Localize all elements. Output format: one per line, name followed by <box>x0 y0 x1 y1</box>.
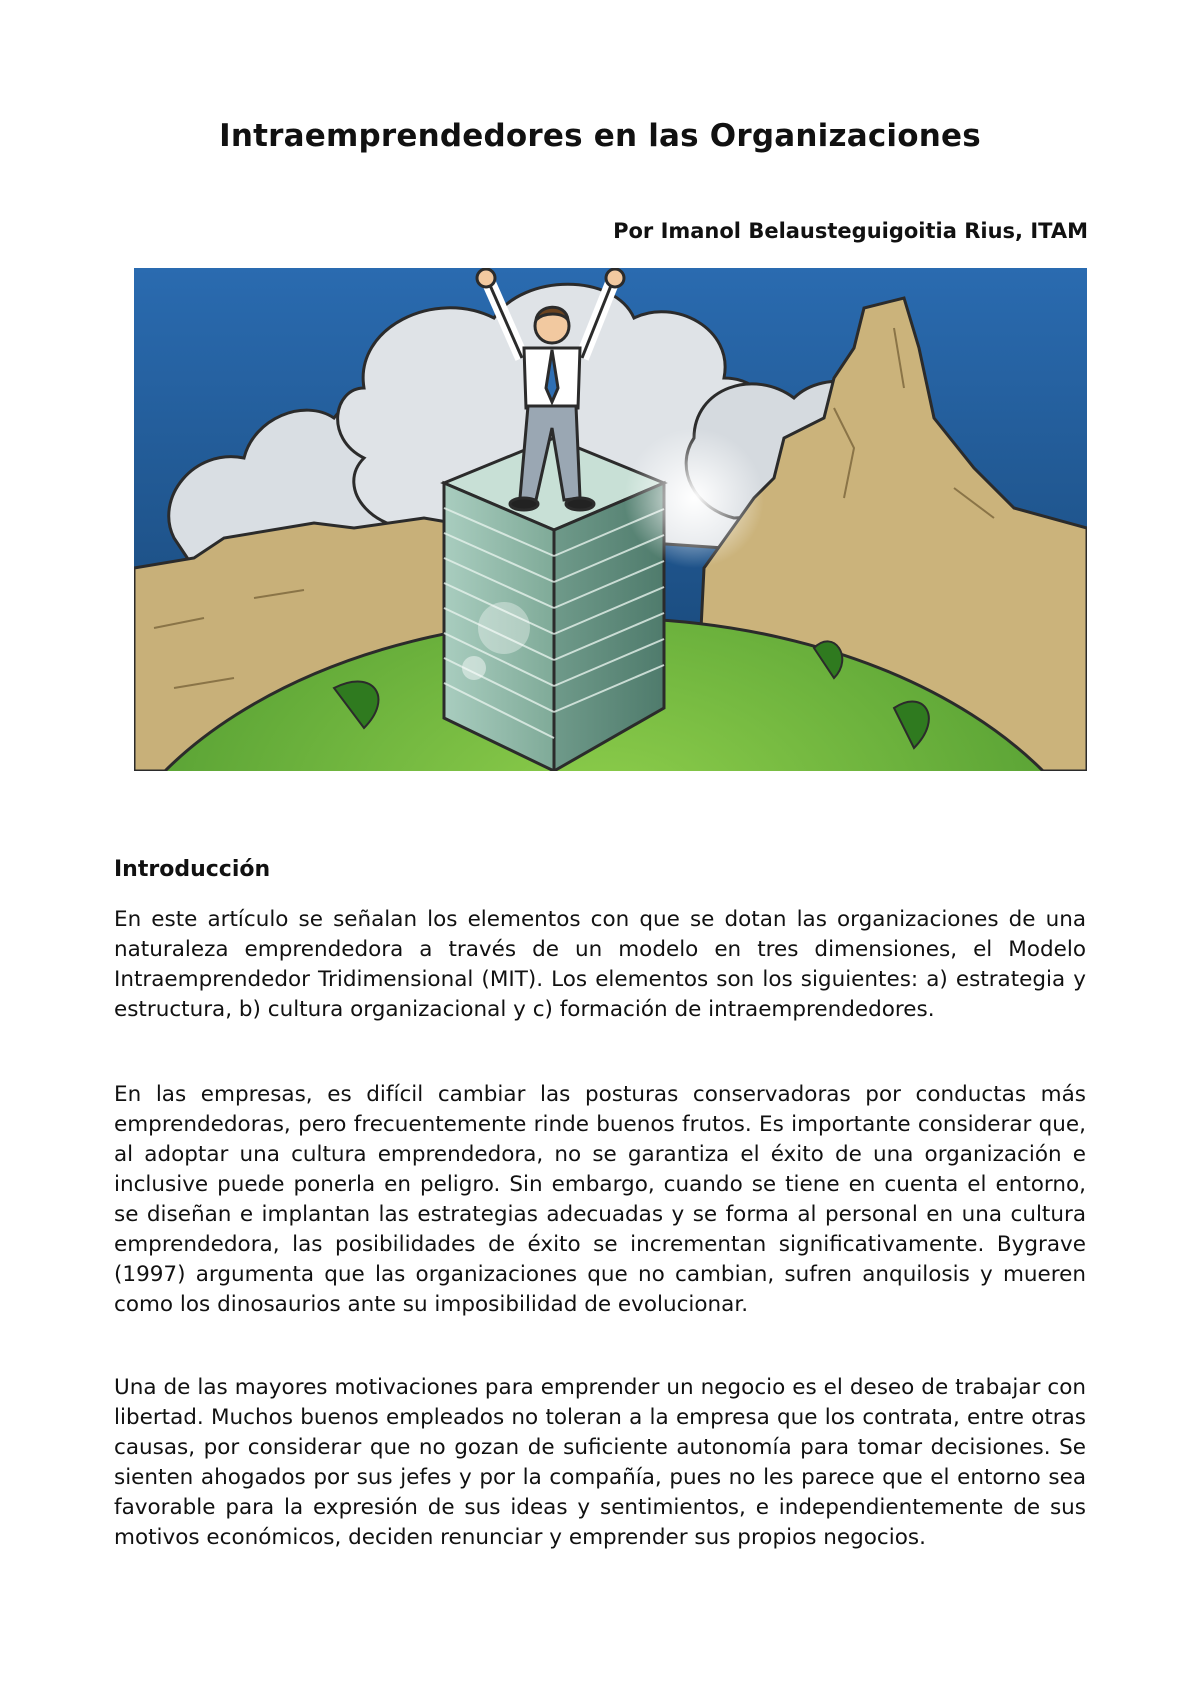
section-heading-introduccion: Introducción <box>114 857 271 882</box>
author-byline: Por Imanol Belausteguigoitia Rius, ITAM <box>613 219 1088 243</box>
man-on-building-illustration <box>134 268 1087 771</box>
paragraph: Una de las mayores motivaciones para emprender un negocio es el deseo de trabajar con libertad. Muchos buenos empleados no toleran a la empresa que los contrata, entre otras causas, por considerar que no gozan de suficiente autonomía para tomar decisiones. Se sienten ahogados por sus jefes y por la compañía, pues no les parece que el entorno sea favorable para la expresión de sus ideas y sentimientos, e independientemente de sus motivos económicos, deciden renunciar y emprender sus propios negocios. <box>114 1375 1086 1550</box>
paragraph: En este artículo se señalan los elementos con que se dotan las organizaciones de una naturaleza emprendedora a través de un modelo en tres dimensiones, el Modelo Intraemprendedor Tridimensional (MIT). Los elementos son los siguientes: a) estrategia y estructura, b) cultura organizacional y c) formación de intraemprendedores. <box>114 907 1086 1022</box>
sun-glare <box>624 428 764 568</box>
paragraph: En las empresas, es difícil cambiar las posturas conservadoras por conductas más emprendedoras, pero frecuentemente rinde buenos frutos. Es importante considerar que, al adoptar una cultura emprendedora, no se garantiza el éxito de una organización e inclusive puede ponerla en peligro. Sin embargo, cuando se tiene en cuenta el entorno, se diseñan e implantan las estrategias adecuadas y se forma al personal en una cultura emprendedora, las posibilidades de éxito se incrementan significativamente. Bygrave (1997) argumenta que las organizaciones que no cambian, sufren anquilosis y mueren como los dinosaurios ante su imposibilidad de evolucionar. <box>114 1082 1086 1317</box>
document-title: Intraemprendedores en las Organizaciones <box>219 118 981 154</box>
